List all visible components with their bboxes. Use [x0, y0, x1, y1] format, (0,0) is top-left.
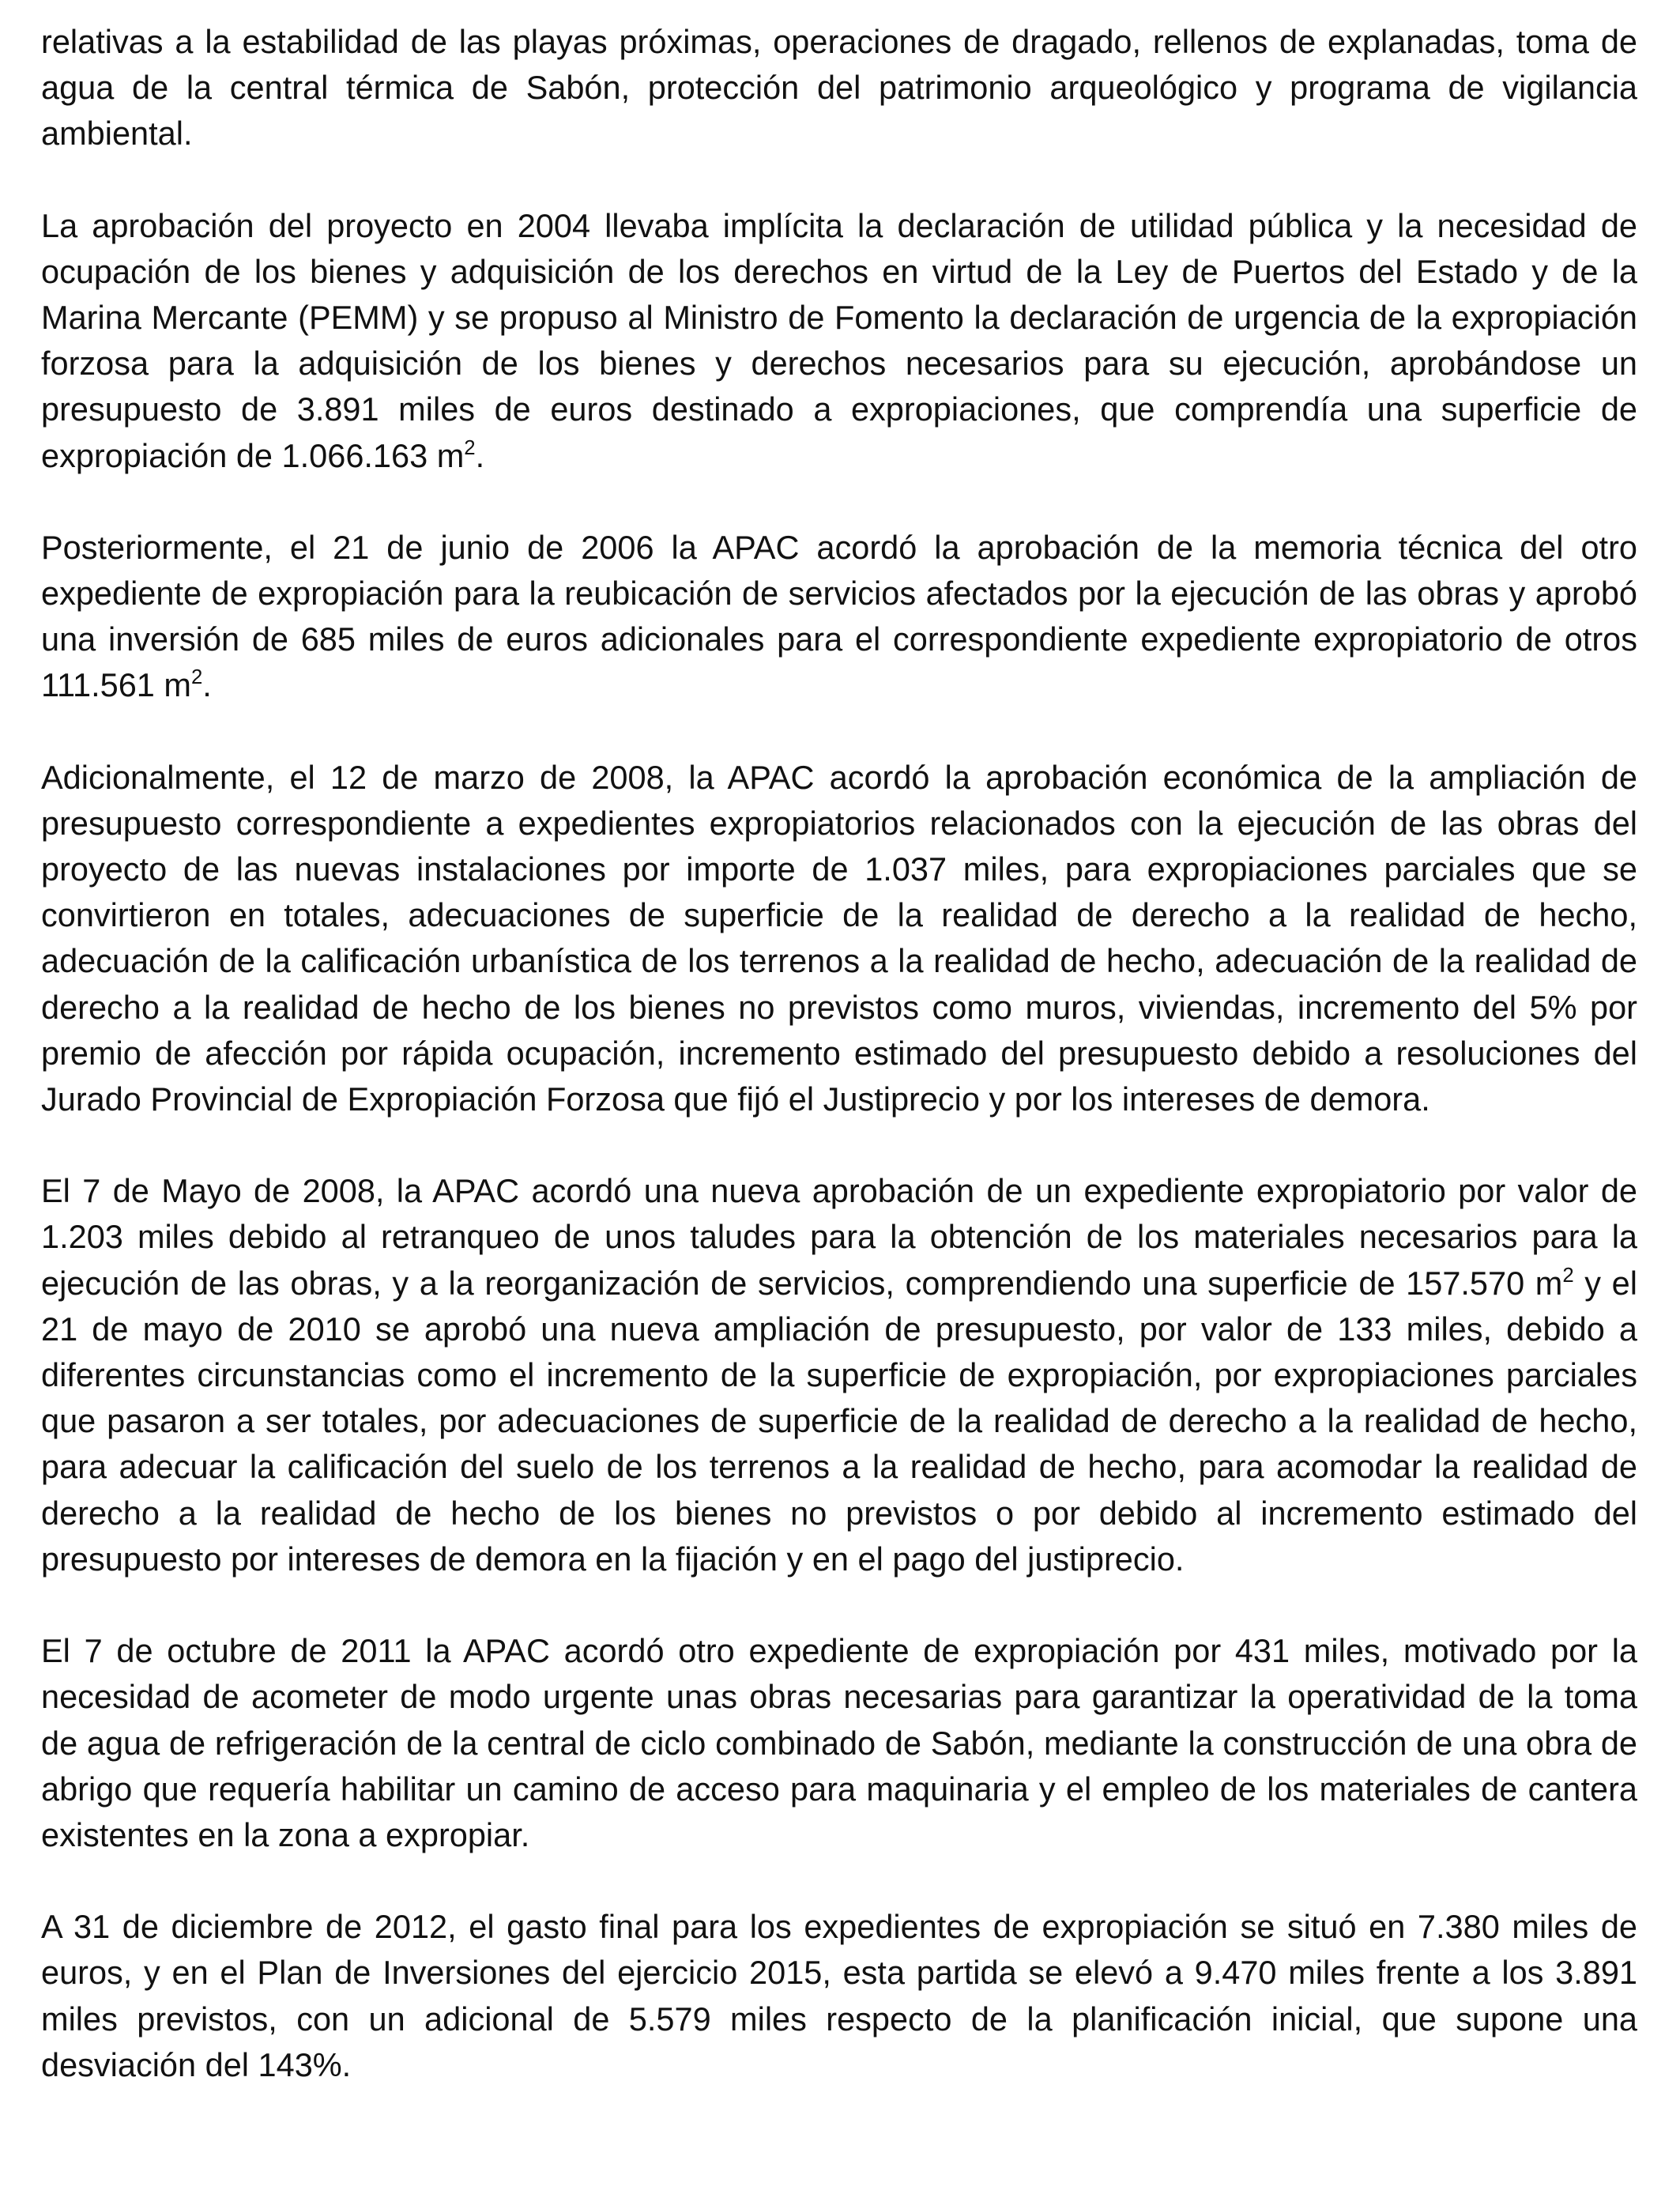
paragraph-7 [41, 1904, 1637, 2088]
superscript-exponent: 2 [1562, 1264, 1574, 1287]
paragraph-text: La aprobación del proyecto en 2004 llevaba implícita la declaración de utilidad pública y la necesidad de ocupación de los bienes y adquisición de los derechos en virtud de la Ley de Puertos del Estado y de la Marina Mercante (PEMM) y se propuso al Ministro de Fomento la declaración de urgencia de la expropiación forzosa para la adquisición de los bienes y derechos necesarios para su ejecución, aprobándose un presupuesto de 3.891 miles de euros destinado a expropiaciones, que comprendía una superficie de expropiación de 1.066.163 m [41, 206, 1637, 474]
superscript-exponent: 2 [190, 666, 203, 689]
paragraph-3 [41, 525, 1637, 709]
paragraph-text: El 7 de Mayo de 2008, la APAC acordó una nueva aprobación de un expediente expropiatorio por valor de 1.203 miles debido al retranqueo de unos taludes para la obtención de los materiales necesarios para la ejecución de las obras, y a la reorganización de servicios, comprendiendo una superficie de 157.570 m [41, 1172, 1637, 1302]
superscript-exponent: 2 [464, 436, 476, 459]
paragraph-tail: . [475, 436, 485, 474]
paragraph-5 [41, 1168, 1637, 1582]
paragraph-text: Posteriormente, el 21 de junio de 2006 la APAC acordó la aprobación de la memoria técnica del otro expediente de expropiación para la reubicación de servicios afectados por la ejecución de las obras y aprobó una inversión de 685 miles de euros adicionales para el correspondiente expediente expropiatorio de otros 111.561 m [41, 528, 1637, 704]
paragraph-4 [41, 755, 1637, 1123]
paragraph-text: Adicionalmente, el 12 de marzo de 2008, la APAC acordó la aprobación económica de la ampliación de presupuesto correspondiente a expedientes expropiatorios relacionados con la ejecución de las obras del proyecto de las nuevas instalaciones por importe de 1.037 miles, para expropiaciones parciales que se convirtieron en totales, adecuaciones de superficie de la realidad de derecho a la realidad de hecho, adecuación de la calificación urbanística de los terrenos a la realidad de hecho, adecuación de la realidad de derecho a la realidad de hecho de los bienes no previstos como muros, viviendas, incremento del 5% por premio de afección por rápida ocupación, incremento estimado del presupuesto debido a resoluciones del Jurado Provincial de Expropiación Forzosa que fijó el Justiprecio y por los intereses de demora. [41, 758, 1637, 1118]
document-page [41, 19, 1637, 2088]
paragraph-tail: y el 21 de mayo de 2010 se aprobó una nueva ampliación de presupuesto, por valor de 133 miles, debido a diferentes circunstancias como el incremento de la superficie de expropiación, por expropiaciones parciales que pasaron a ser totales, por adecuaciones de superficie de la realidad de derecho a la realidad de hecho, para adecuar la calificación del suelo de los terrenos a la realidad de hecho, para acomodar la realidad de derecho a la realidad de hecho de los bienes no previstos o por debido al incremento estimado del presupuesto por intereses de demora en la fijación y en el pago del justiprecio. [41, 1264, 1637, 1578]
paragraph-tail: . [202, 666, 212, 704]
paragraph-1 [41, 19, 1637, 157]
paragraph-6 [41, 1628, 1637, 1858]
paragraph-text: El 7 de octubre de 2011 la APAC acordó otro expediente de expropiación por 431 miles, motivado por la necesidad de acometer de modo urgente unas obras necesarias para garantizar la operatividad de la toma de agua de refrigeración de la central de ciclo combinado de Sabón, mediante la construcción de una obra de abrigo que requería habilitar un camino de acceso para maquinaria y el empleo de los materiales de cantera existentes en la zona a expropiar. [41, 1632, 1637, 1853]
paragraph-text: relativas a la estabilidad de las playas próximas, operaciones de dragado, rellenos de explanadas, toma de agua de la central térmica de Sabón, protección del patrimonio arqueológico y programa de vigilancia ambiental. [41, 23, 1637, 153]
paragraph-2 [41, 203, 1637, 479]
paragraph-text: A 31 de diciembre de 2012, el gasto final para los expedientes de expropiación se situó en 7.380 miles de euros, y en el Plan de Inversiones del ejercicio 2015, esta partida se elevó a 9.470 miles frente a los 3.891 miles previstos, con un adicional de 5.579 miles respecto de la planificación inicial, que supone una desviación del 143%. [41, 1908, 1637, 2083]
